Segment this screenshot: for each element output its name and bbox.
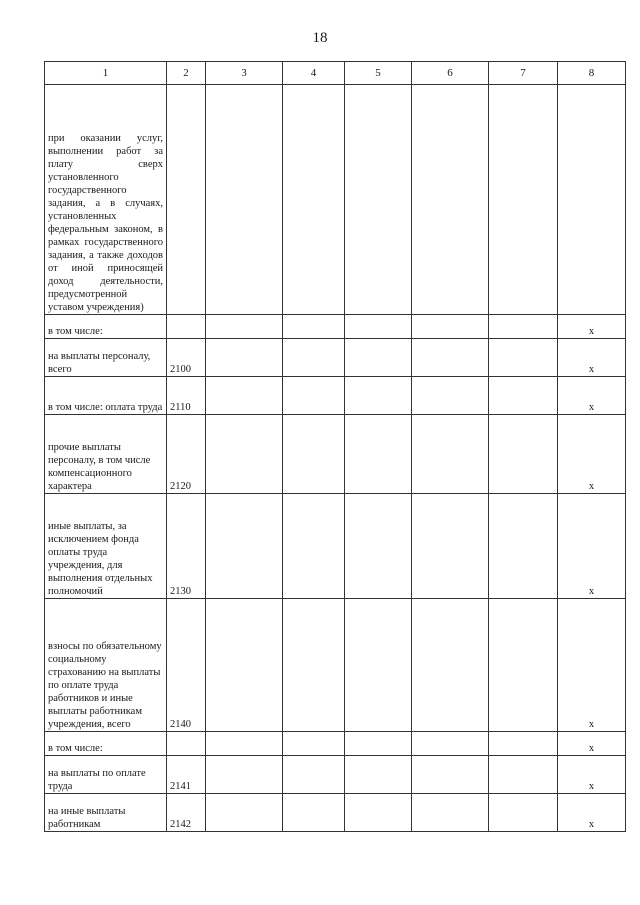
row-mark: х	[558, 377, 626, 415]
table-cell	[345, 415, 412, 494]
table-cell	[345, 339, 412, 377]
table-cell	[283, 377, 345, 415]
row-label: иные выплаты, за исключением фонда оплаты труда учреждения, для выполнения отдельных полномочий	[45, 494, 167, 599]
table-cell	[345, 599, 412, 732]
table-cell	[489, 377, 558, 415]
table-cell	[206, 415, 283, 494]
table-cell	[283, 339, 345, 377]
column-header: 2	[167, 62, 206, 85]
column-header: 7	[489, 62, 558, 85]
table-cell	[283, 794, 345, 832]
table-cell	[206, 494, 283, 599]
row-code: 2130	[167, 494, 206, 599]
page-number: 18	[312, 30, 328, 46]
row-mark: х	[558, 315, 626, 339]
table-row	[45, 377, 626, 415]
row-mark: х	[558, 415, 626, 494]
table-cell	[283, 85, 345, 315]
table-cell	[412, 315, 489, 339]
table-cell	[345, 85, 412, 315]
table-cell	[412, 732, 489, 756]
table-cell	[489, 415, 558, 494]
table-cell	[412, 415, 489, 494]
table-cell	[206, 377, 283, 415]
table-row	[45, 315, 626, 339]
row-code: 2140	[167, 599, 206, 732]
table-cell	[489, 599, 558, 732]
table-cell	[412, 756, 489, 794]
table-cell	[345, 377, 412, 415]
row-mark: х	[558, 756, 626, 794]
row-code	[167, 85, 206, 315]
table-row	[45, 85, 626, 315]
row-mark: х	[558, 794, 626, 832]
table-cell	[345, 794, 412, 832]
column-header: 4	[283, 62, 345, 85]
table-cell	[206, 315, 283, 339]
row-label: при оказании услуг, выполнении работ за плату сверх установленного государственного задания, а в случаях, установленных федеральным законом, в рамках государственного задания, а также доходов от иной приносящей доход деятельности, предусмотренной уставом учреждения)	[45, 85, 167, 315]
row-code: 2142	[167, 794, 206, 832]
table-cell	[283, 756, 345, 794]
table-cell	[206, 599, 283, 732]
table-cell	[283, 599, 345, 732]
table-cell	[206, 756, 283, 794]
table-cell	[489, 494, 558, 599]
row-mark: х	[558, 494, 626, 599]
table-row	[45, 339, 626, 377]
budget-table	[44, 61, 626, 832]
table-cell	[283, 415, 345, 494]
row-label: в том числе: оплата труда	[45, 377, 167, 415]
table-cell	[412, 494, 489, 599]
table-cell	[345, 756, 412, 794]
table-row	[45, 756, 626, 794]
table-cell	[412, 794, 489, 832]
column-header: 5	[345, 62, 412, 85]
column-header: 3	[206, 62, 283, 85]
table-row	[45, 494, 626, 599]
row-label: прочие выплаты персоналу, в том числе компенсационного характера	[45, 415, 167, 494]
table-row	[45, 732, 626, 756]
table-cell	[489, 756, 558, 794]
row-code: 2100	[167, 339, 206, 377]
row-label: взносы по обязательному социальному страхованию на выплаты по оплате труда работников и иные выплаты работникам учреждения, всего	[45, 599, 167, 732]
table-cell	[206, 794, 283, 832]
table-cell	[206, 339, 283, 377]
table-cell	[489, 339, 558, 377]
row-mark: х	[558, 732, 626, 756]
table-cell	[345, 494, 412, 599]
table-cell	[283, 315, 345, 339]
table-cell	[345, 732, 412, 756]
table-cell	[489, 794, 558, 832]
table-cell	[412, 339, 489, 377]
row-label: в том числе:	[45, 315, 167, 339]
row-code: 2110	[167, 377, 206, 415]
table-cell	[412, 377, 489, 415]
row-label: на иные выплаты работникам	[45, 794, 167, 832]
table-cell	[283, 732, 345, 756]
column-header: 1	[45, 62, 167, 85]
row-code	[167, 732, 206, 756]
row-mark	[558, 85, 626, 315]
table-cell	[489, 732, 558, 756]
header-row	[45, 62, 626, 85]
column-header: 8	[558, 62, 626, 85]
row-label: на выплаты персоналу, всего	[45, 339, 167, 377]
table-cell	[412, 85, 489, 315]
row-code	[167, 315, 206, 339]
row-code: 2141	[167, 756, 206, 794]
column-header: 6	[412, 62, 489, 85]
table-row	[45, 415, 626, 494]
table-cell	[489, 315, 558, 339]
row-label: в том числе:	[45, 732, 167, 756]
table-cell	[345, 315, 412, 339]
table-cell	[206, 732, 283, 756]
table-cell	[489, 85, 558, 315]
row-label: на выплаты по оплате труда	[45, 756, 167, 794]
table-row	[45, 794, 626, 832]
table-cell	[206, 85, 283, 315]
table-cell	[283, 494, 345, 599]
row-code: 2120	[167, 415, 206, 494]
table-row	[45, 599, 626, 732]
table-cell	[412, 599, 489, 732]
row-mark: х	[558, 599, 626, 732]
row-mark: х	[558, 339, 626, 377]
